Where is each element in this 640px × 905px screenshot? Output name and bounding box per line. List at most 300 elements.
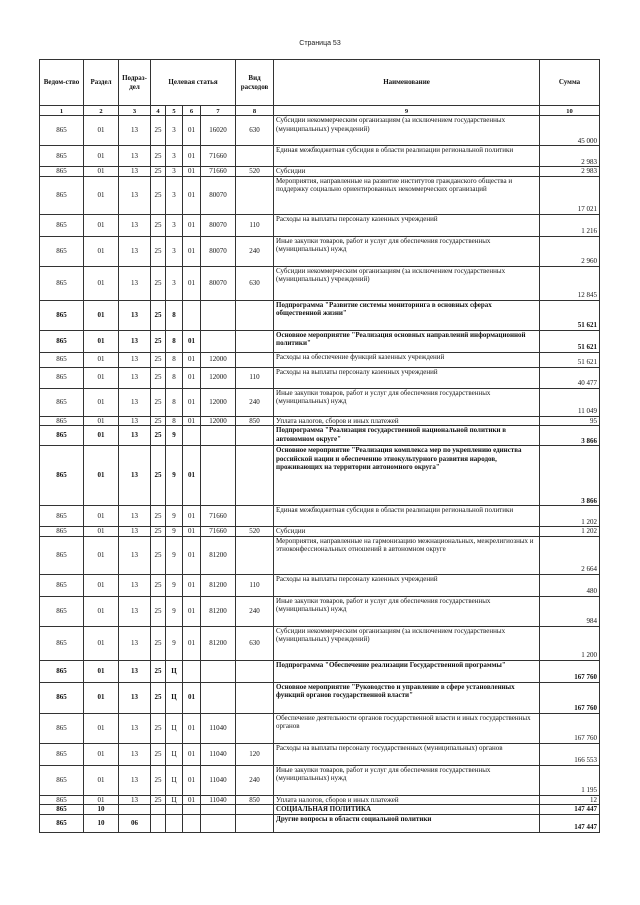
cell-name: Иные закупки товаров, работ и услуг для обеспечения государственных (муниципальных) нужд (274, 236, 540, 266)
cell-target-program: 25 (151, 574, 166, 596)
cell-vid: 850 (236, 416, 274, 426)
cell-target-program: 25 (151, 330, 166, 352)
cell-target-subprogram: 3 (166, 176, 183, 214)
cell-podrazdel: 13 (119, 176, 151, 214)
cell-target-subprogram: 8 (166, 300, 183, 330)
cell-target-program: 25 (151, 116, 166, 146)
cell-sum: 1 216 (540, 214, 600, 236)
cell-target-program: 25 (151, 795, 166, 805)
cell-vid: 110 (236, 367, 274, 388)
cell-target-event: 01 (183, 795, 201, 805)
cell-vedomstvo: 865 (40, 167, 84, 177)
cell-vid: 120 (236, 743, 274, 765)
cell-target-subprogram: Ц (166, 795, 183, 805)
cell-podrazdel: 13 (119, 536, 151, 574)
cell-target-subprogram: 9 (166, 574, 183, 596)
cell-target-event: 01 (183, 116, 201, 146)
header-sum: Сумма (540, 60, 600, 106)
cell-target-event: 01 (183, 352, 201, 367)
cell-vid (236, 300, 274, 330)
cell-target-code: 71660 (201, 506, 236, 527)
cell-target-program: 25 (151, 713, 166, 743)
cell-target-code: 12000 (201, 388, 236, 416)
table-row (40, 743, 600, 765)
cell-target-program: 25 (151, 660, 166, 682)
table-row (40, 660, 600, 682)
cell-vid (236, 506, 274, 527)
cell-name: Расходы на выплаты персоналу казенных учреждений (274, 214, 540, 236)
cell-target-code: 80070 (201, 176, 236, 214)
cell-name: Субсидии (274, 167, 540, 177)
cell-target-subprogram (166, 805, 183, 815)
cell-sum: 147 447 (540, 805, 600, 815)
table-row (40, 765, 600, 795)
cell-target-program: 25 (151, 176, 166, 214)
cell-podrazdel: 13 (119, 446, 151, 506)
cell-vedomstvo: 865 (40, 574, 84, 596)
cell-target-event: 01 (183, 682, 201, 713)
cell-razdel: 01 (84, 167, 119, 177)
cell-target-program (151, 805, 166, 815)
cell-vid (236, 352, 274, 367)
cell-name: Подпрограмма "Обеспечение реализации Государственной программы" (274, 660, 540, 682)
table-row (40, 626, 600, 660)
cell-target-subprogram: 8 (166, 416, 183, 426)
cell-razdel: 01 (84, 426, 119, 446)
cell-razdel: 01 (84, 660, 119, 682)
cell-razdel: 01 (84, 536, 119, 574)
cell-vedomstvo: 865 (40, 426, 84, 446)
cell-podrazdel: 13 (119, 765, 151, 795)
cell-podrazdel: 06 (119, 814, 151, 832)
cell-target-program: 25 (151, 527, 166, 537)
cell-vedomstvo: 865 (40, 116, 84, 146)
cell-vedomstvo: 865 (40, 416, 84, 426)
cell-sum: 51 621 (540, 352, 600, 367)
cell-vedomstvo: 865 (40, 352, 84, 367)
cell-target-program: 25 (151, 682, 166, 713)
cell-podrazdel: 13 (119, 596, 151, 626)
cell-target-code (201, 330, 236, 352)
cell-target-program: 25 (151, 300, 166, 330)
cell-podrazdel: 13 (119, 713, 151, 743)
cell-name: Расходы на выплаты персоналу казенных учреждений (274, 574, 540, 596)
table-row (40, 814, 600, 832)
cell-target-code: 12000 (201, 367, 236, 388)
table-row (40, 446, 600, 506)
cell-vid (236, 660, 274, 682)
cell-razdel: 01 (84, 416, 119, 426)
cell-razdel: 01 (84, 574, 119, 596)
cell-vedomstvo: 865 (40, 300, 84, 330)
cell-target-subprogram: 3 (166, 146, 183, 167)
cell-target-program (151, 814, 166, 832)
cell-name: Другие вопросы в области социальной политики (274, 814, 540, 832)
cell-sum: 12 845 (540, 266, 600, 300)
cell-sum: 167 760 (540, 682, 600, 713)
cell-razdel: 01 (84, 266, 119, 300)
table-row (40, 388, 600, 416)
cell-target-event: 01 (183, 416, 201, 426)
cell-razdel: 01 (84, 300, 119, 330)
cell-target-code: 80070 (201, 266, 236, 300)
col-number: 10 (540, 106, 600, 116)
cell-target-event: 01 (183, 146, 201, 167)
cell-name: Иные закупки товаров, работ и услуг для обеспечения государственных (муниципальных) нужд (274, 388, 540, 416)
cell-target-program: 25 (151, 596, 166, 626)
col-number: 3 (119, 106, 151, 116)
cell-target-subprogram: 8 (166, 367, 183, 388)
cell-razdel: 01 (84, 214, 119, 236)
cell-target-code: 80070 (201, 214, 236, 236)
cell-target-event: 01 (183, 713, 201, 743)
cell-target-event: 01 (183, 596, 201, 626)
cell-vid (236, 805, 274, 815)
cell-target-subprogram: Ц (166, 682, 183, 713)
cell-target-subprogram (166, 814, 183, 832)
cell-target-subprogram: 8 (166, 330, 183, 352)
table-row (40, 795, 600, 805)
cell-target-event (183, 660, 201, 682)
cell-vedomstvo: 865 (40, 367, 84, 388)
cell-sum: 2 960 (540, 236, 600, 266)
cell-name: Расходы на выплаты персоналу казенных учреждений (274, 367, 540, 388)
cell-podrazdel: 13 (119, 795, 151, 805)
cell-vid (236, 713, 274, 743)
cell-target-subprogram: 9 (166, 506, 183, 527)
cell-target-event (183, 805, 201, 815)
cell-sum: 2 983 (540, 146, 600, 167)
cell-razdel: 01 (84, 236, 119, 266)
cell-name: Уплата налогов, сборов и иных платежей (274, 795, 540, 805)
cell-sum: 1 202 (540, 527, 600, 537)
cell-podrazdel: 13 (119, 426, 151, 446)
cell-target-subprogram: 3 (166, 214, 183, 236)
cell-vid: 520 (236, 167, 274, 177)
cell-target-code: 11040 (201, 765, 236, 795)
col-number: 4 (151, 106, 166, 116)
table-row (40, 506, 600, 527)
table-row (40, 116, 600, 146)
cell-name: Расходы на обеспечение функций казенных учреждений (274, 352, 540, 367)
cell-podrazdel: 13 (119, 300, 151, 330)
cell-vedomstvo: 865 (40, 596, 84, 626)
cell-target-event: 01 (183, 626, 201, 660)
cell-podrazdel: 13 (119, 330, 151, 352)
header-name: Наименование (274, 60, 540, 106)
cell-target-program: 25 (151, 236, 166, 266)
cell-name: Единая межбюджетная субсидия в области реализации региональной политики (274, 506, 540, 527)
cell-vid: 240 (236, 596, 274, 626)
header-target: Целевая статья (151, 60, 236, 106)
cell-target-code (201, 300, 236, 330)
cell-razdel: 01 (84, 367, 119, 388)
table-row (40, 426, 600, 446)
cell-sum: 3 866 (540, 426, 600, 446)
cell-target-event: 01 (183, 506, 201, 527)
cell-target-subprogram: Ц (166, 713, 183, 743)
cell-name: Единая межбюджетная субсидия в области реализации региональной политики (274, 146, 540, 167)
cell-vedomstvo: 865 (40, 814, 84, 832)
cell-target-code: 71660 (201, 146, 236, 167)
cell-vid (236, 176, 274, 214)
table-row (40, 214, 600, 236)
cell-name: Иные закупки товаров, работ и услуг для обеспечения государственных (муниципальных) нужд (274, 596, 540, 626)
cell-podrazdel (119, 805, 151, 815)
cell-razdel: 01 (84, 743, 119, 765)
cell-sum: 1 200 (540, 626, 600, 660)
cell-sum: 11 049 (540, 388, 600, 416)
cell-target-subprogram: 3 (166, 167, 183, 177)
cell-vedomstvo: 865 (40, 795, 84, 805)
cell-podrazdel: 13 (119, 660, 151, 682)
column-number-row (40, 106, 600, 116)
cell-name: Мероприятия, направленные на гармонизацию межнациональных, межрелигиозных и этноконфессиональных отношений в автономном округе (274, 536, 540, 574)
cell-target-event: 01 (183, 167, 201, 177)
cell-razdel: 01 (84, 713, 119, 743)
cell-target-code: 11040 (201, 743, 236, 765)
cell-target-program: 25 (151, 743, 166, 765)
cell-vedomstvo: 865 (40, 765, 84, 795)
cell-target-subprogram: 3 (166, 236, 183, 266)
cell-name: Основное мероприятие "Руководство и управление в сфере установленных функций органов государственной власти" (274, 682, 540, 713)
cell-razdel: 01 (84, 352, 119, 367)
cell-target-subprogram: 3 (166, 116, 183, 146)
cell-target-event: 01 (183, 446, 201, 506)
col-number: 2 (84, 106, 119, 116)
cell-podrazdel: 13 (119, 416, 151, 426)
cell-sum: 480 (540, 574, 600, 596)
cell-target-program: 25 (151, 146, 166, 167)
cell-razdel: 01 (84, 116, 119, 146)
col-number: 5 (166, 106, 183, 116)
cell-vedomstvo: 865 (40, 446, 84, 506)
cell-podrazdel: 13 (119, 266, 151, 300)
cell-vid (236, 146, 274, 167)
cell-target-subprogram: Ц (166, 660, 183, 682)
cell-name: Мероприятия, направленные на развитие институтов гражданского общества и поддержку социально ориентированных некоммерческих организаций (274, 176, 540, 214)
table-row (40, 167, 600, 177)
cell-target-program: 25 (151, 266, 166, 300)
cell-vedomstvo: 865 (40, 682, 84, 713)
cell-podrazdel: 13 (119, 527, 151, 537)
col-number: 6 (183, 106, 201, 116)
cell-vedomstvo: 865 (40, 713, 84, 743)
cell-target-event: 01 (183, 214, 201, 236)
cell-razdel: 01 (84, 682, 119, 713)
cell-vedomstvo: 865 (40, 236, 84, 266)
cell-vid (236, 536, 274, 574)
cell-sum: 1 202 (540, 506, 600, 527)
col-number: 9 (274, 106, 540, 116)
cell-target-event (183, 300, 201, 330)
cell-vedomstvo: 865 (40, 214, 84, 236)
cell-podrazdel: 13 (119, 214, 151, 236)
cell-target-code (201, 682, 236, 713)
cell-vid: 520 (236, 527, 274, 537)
cell-razdel: 10 (84, 805, 119, 815)
cell-podrazdel: 13 (119, 743, 151, 765)
budget-table (39, 59, 600, 833)
cell-target-subprogram: 9 (166, 446, 183, 506)
cell-target-code: 71660 (201, 527, 236, 537)
cell-sum: 51 621 (540, 330, 600, 352)
cell-target-code (201, 426, 236, 446)
cell-name: Иные закупки товаров, работ и услуг для обеспечения государственных (муниципальных) нужд (274, 765, 540, 795)
cell-vid (236, 426, 274, 446)
cell-target-code (201, 446, 236, 506)
cell-vid: 110 (236, 574, 274, 596)
cell-vid: 630 (236, 266, 274, 300)
cell-sum: 95 (540, 416, 600, 426)
cell-target-subprogram: 8 (166, 388, 183, 416)
cell-target-subprogram: Ц (166, 765, 183, 795)
cell-name: Основное мероприятие "Реализация комплекса мер по укреплению единства российской нации и обеспечению этнокультурного развития народов, проживающих на территории автономного округа" (274, 446, 540, 506)
cell-sum: 3 866 (540, 446, 600, 506)
table-row (40, 352, 600, 367)
cell-sum: 1 195 (540, 765, 600, 795)
cell-name: Субсидии некоммерческим организациям (за исключением государственных (муниципальных) учреждений) (274, 116, 540, 146)
cell-target-subprogram: 9 (166, 527, 183, 537)
cell-name: Обеспечение деятельности органов государственной власти и иных государственных органов (274, 713, 540, 743)
cell-podrazdel: 13 (119, 626, 151, 660)
col-number: 1 (40, 106, 84, 116)
cell-target-subprogram: 9 (166, 596, 183, 626)
cell-sum: 984 (540, 596, 600, 626)
cell-podrazdel: 13 (119, 367, 151, 388)
cell-sum: 40 477 (540, 367, 600, 388)
cell-target-program: 25 (151, 765, 166, 795)
cell-target-event: 01 (183, 574, 201, 596)
cell-target-event: 01 (183, 236, 201, 266)
cell-target-code: 16020 (201, 116, 236, 146)
cell-target-program: 25 (151, 388, 166, 416)
cell-razdel: 01 (84, 330, 119, 352)
header-vid: Вид расходов (236, 60, 274, 106)
cell-sum: 167 760 (540, 713, 600, 743)
table-body (40, 116, 600, 833)
cell-vid (236, 446, 274, 506)
cell-target-event: 01 (183, 367, 201, 388)
cell-name: Уплата налогов, сборов и иных платежей (274, 416, 540, 426)
cell-vedomstvo: 865 (40, 146, 84, 167)
cell-name: Субсидии (274, 527, 540, 537)
cell-sum: 12 (540, 795, 600, 805)
cell-target-event: 01 (183, 527, 201, 537)
cell-name: СОЦИАЛЬНАЯ ПОЛИТИКА (274, 805, 540, 815)
col-number: 7 (201, 106, 236, 116)
cell-razdel: 01 (84, 527, 119, 537)
cell-podrazdel: 13 (119, 682, 151, 713)
cell-target-event: 01 (183, 743, 201, 765)
cell-vid: 110 (236, 214, 274, 236)
cell-target-code: 11040 (201, 795, 236, 805)
cell-target-subprogram: 9 (166, 426, 183, 446)
cell-name: Субсидии некоммерческим организациям (за исключением государственных (муниципальных) учреждений) (274, 266, 540, 300)
cell-target-subprogram: Ц (166, 743, 183, 765)
cell-razdel: 01 (84, 146, 119, 167)
table-row (40, 596, 600, 626)
header-vedomstvo: Ведом-ство (40, 60, 84, 106)
cell-vid: 240 (236, 236, 274, 266)
cell-target-program: 25 (151, 536, 166, 574)
cell-target-subprogram: 8 (166, 352, 183, 367)
cell-target-code: 81200 (201, 574, 236, 596)
cell-vedomstvo: 865 (40, 506, 84, 527)
cell-target-event: 01 (183, 388, 201, 416)
cell-target-code (201, 660, 236, 682)
cell-razdel: 01 (84, 176, 119, 214)
header-podrazdel: Подраз-дел (119, 60, 151, 106)
table-row (40, 574, 600, 596)
cell-target-event (183, 814, 201, 832)
cell-target-subprogram: 3 (166, 266, 183, 300)
cell-target-program: 25 (151, 626, 166, 660)
cell-sum: 166 553 (540, 743, 600, 765)
cell-target-code: 12000 (201, 352, 236, 367)
cell-podrazdel: 13 (119, 236, 151, 266)
table-row (40, 682, 600, 713)
cell-vedomstvo: 865 (40, 660, 84, 682)
cell-vedomstvo: 865 (40, 536, 84, 574)
cell-sum: 45 000 (540, 116, 600, 146)
table-row (40, 536, 600, 574)
cell-sum: 147 447 (540, 814, 600, 832)
cell-vid (236, 814, 274, 832)
cell-target-program: 25 (151, 416, 166, 426)
cell-vid: 630 (236, 626, 274, 660)
cell-vedomstvo: 865 (40, 527, 84, 537)
cell-vid: 850 (236, 795, 274, 805)
cell-target-code (201, 814, 236, 832)
cell-podrazdel: 13 (119, 167, 151, 177)
cell-name: Расходы на выплаты персоналу государственных (муниципальных) органов (274, 743, 540, 765)
cell-target-code: 81200 (201, 626, 236, 660)
cell-vedomstvo: 865 (40, 626, 84, 660)
table-row (40, 416, 600, 426)
table-row (40, 527, 600, 537)
table-row (40, 330, 600, 352)
cell-target-program: 25 (151, 167, 166, 177)
cell-vedomstvo: 865 (40, 330, 84, 352)
cell-razdel: 10 (84, 814, 119, 832)
cell-target-event: 01 (183, 536, 201, 574)
cell-vedomstvo: 865 (40, 388, 84, 416)
cell-razdel: 01 (84, 626, 119, 660)
cell-target-event: 01 (183, 176, 201, 214)
table-row (40, 176, 600, 214)
cell-target-event (183, 426, 201, 446)
cell-sum: 17 021 (540, 176, 600, 214)
cell-target-code (201, 805, 236, 815)
cell-razdel: 01 (84, 765, 119, 795)
cell-name: Основное мероприятие "Реализация основных направлений информационной политики" (274, 330, 540, 352)
cell-sum: 2 983 (540, 167, 600, 177)
cell-vedomstvo: 865 (40, 743, 84, 765)
cell-podrazdel: 13 (119, 146, 151, 167)
cell-razdel: 01 (84, 596, 119, 626)
cell-target-program: 25 (151, 214, 166, 236)
cell-target-code: 71660 (201, 167, 236, 177)
cell-target-event: 01 (183, 266, 201, 300)
cell-vid: 240 (236, 388, 274, 416)
cell-target-event: 01 (183, 330, 201, 352)
cell-target-program: 25 (151, 352, 166, 367)
cell-vid (236, 682, 274, 713)
cell-target-code: 12000 (201, 416, 236, 426)
cell-target-code: 11040 (201, 713, 236, 743)
col-number: 8 (236, 106, 274, 116)
